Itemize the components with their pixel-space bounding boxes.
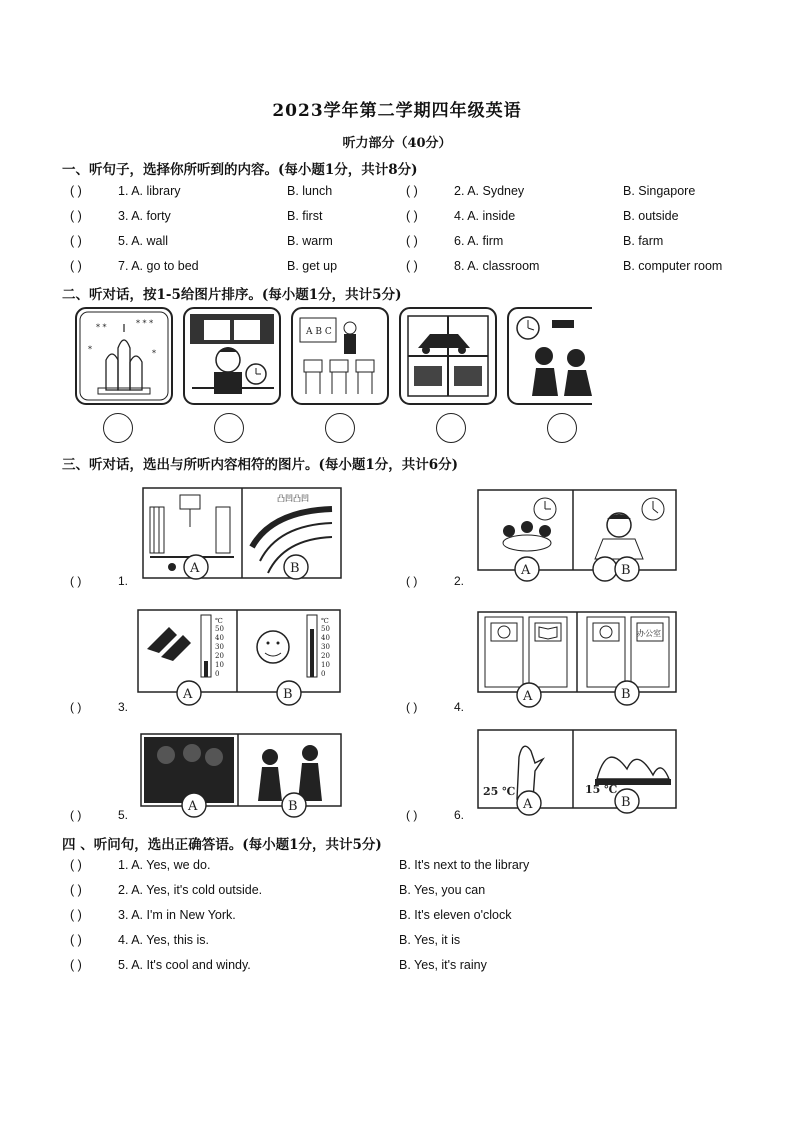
svg-text:凸凹凸凹: 凸凹凸凹 — [277, 494, 309, 503]
order-circle-3[interactable] — [325, 413, 355, 443]
s4-item-1 — [70, 858, 210, 872]
option-a: 3. A. I'm in New York. — [118, 908, 236, 922]
answer-paren[interactable]: ( ) — [70, 259, 82, 273]
answer-paren[interactable]: ( ) — [70, 933, 82, 947]
s4-item-4 — [70, 933, 209, 947]
temp-a: 25 ℃ — [483, 785, 516, 798]
page-title: 2023学年第二学期四年级英语 — [272, 101, 522, 121]
s3-item-5: ( ) 5. — [70, 808, 129, 822]
svg-text:0: 0 — [215, 670, 220, 678]
order-circle-1[interactable] — [103, 413, 133, 443]
car-in-garage-picture — [400, 308, 496, 404]
answer-paren[interactable]: ( ) — [70, 808, 82, 822]
section1-heading: 一、听句子，选择你所听到的内容。(每小题1分，共计8分) — [62, 162, 418, 178]
boy-waking-clock-picture — [184, 308, 280, 404]
s1-item-4 — [406, 209, 515, 223]
svg-text:40: 40 — [215, 634, 224, 642]
answer-paren[interactable]: ( ) — [406, 184, 418, 198]
svg-text:* *: * * — [96, 323, 107, 332]
s3-pic-5 — [140, 733, 344, 819]
s4-item-1-b: B. It's next to the library — [399, 858, 530, 872]
svg-text:20: 20 — [321, 652, 330, 660]
temp-b: 15 ℃ — [585, 783, 618, 796]
s4-item-5-b: B. Yes, it's rainy — [399, 958, 487, 972]
svg-text:30: 30 — [215, 643, 224, 651]
option-a: 6. A. firm — [454, 234, 504, 248]
svg-text:10: 10 — [321, 661, 330, 669]
answer-paren[interactable]: ( ) — [406, 808, 418, 822]
option-a: 2. A. Yes, it's cold outside. — [118, 883, 263, 897]
label-a: A — [521, 563, 531, 578]
s3-item-2: ( ) 2. — [406, 574, 465, 588]
s4-item-4-b: B. Yes, it is — [399, 933, 461, 947]
svg-text:40: 40 — [321, 634, 330, 642]
option-a: 3. A. forty — [118, 209, 171, 223]
order-circle-4[interactable] — [436, 413, 466, 443]
answer-paren[interactable]: ( ) — [70, 184, 82, 198]
label-a: A — [523, 797, 533, 812]
order-circle-5[interactable] — [547, 413, 577, 443]
svg-text:20: 20 — [215, 652, 224, 660]
section4-heading: 四 、听问句，选出正确答语。(每小题1分，共计5分) — [62, 837, 382, 853]
section2-pictures — [72, 306, 592, 410]
s1-item-7-b: B. get up — [287, 259, 338, 273]
option-a: 2. A. Sydney — [454, 184, 525, 198]
s3-item-3: ( ) 3. — [70, 700, 129, 714]
label-b: B — [621, 687, 631, 702]
label-b: B — [621, 563, 631, 578]
svg-text:*: * — [152, 349, 156, 358]
answer-paren[interactable]: ( ) — [406, 209, 418, 223]
classroom-abc-picture — [292, 308, 388, 404]
s1-item-4-b: B. outside — [623, 209, 679, 223]
s4-item-5 — [70, 958, 251, 972]
s1-item-2-b: B. Singapore — [623, 184, 696, 198]
label-a: A — [183, 687, 193, 702]
s3-item-6: ( ) 6. — [406, 808, 465, 822]
svg-text:A B C: A B C — [306, 327, 332, 337]
option-a: 5. A. It's cool and windy. — [118, 958, 251, 972]
s1-item-8 — [406, 259, 539, 273]
answer-paren[interactable]: ( ) — [70, 574, 82, 588]
s1-item-3-b: B. first — [287, 209, 323, 223]
answer-paren[interactable]: ( ) — [70, 234, 82, 248]
s3-pic-2 — [477, 489, 679, 583]
s4-item-2-b: B. Yes, you can — [399, 883, 486, 897]
s1-item-3 — [70, 209, 171, 223]
label-b: B — [621, 795, 631, 810]
s1-item-5-b: B. warm — [287, 234, 333, 248]
s1-item-8-b: B. computer room — [623, 259, 723, 273]
page-subtitle: 听力部分（40分） — [342, 136, 452, 151]
option-a: 7. A. go to bed — [118, 259, 199, 273]
svg-text:30: 30 — [321, 643, 330, 651]
option-a: 4. A. Yes, this is. — [118, 933, 210, 947]
option-a: 4. A. inside — [454, 209, 516, 223]
s3-pic-1 — [142, 487, 344, 583]
s4-item-2 — [70, 883, 262, 897]
label-a: A — [188, 799, 198, 814]
answer-paren[interactable]: ( ) — [406, 700, 418, 714]
answer-paren[interactable]: ( ) — [70, 883, 82, 897]
s3-pic-6 — [477, 729, 679, 819]
svg-text:50: 50 — [321, 625, 330, 633]
svg-text:10: 10 — [215, 661, 224, 669]
sun-icon — [257, 631, 289, 663]
s1-item-1-b: B. lunch — [287, 184, 333, 198]
label-b: B — [283, 687, 293, 702]
kremlin-night-picture — [76, 308, 172, 404]
section3-heading: 三、听对话，选出与所听内容相符的图片。(每小题1分，共计6分) — [62, 457, 459, 473]
s1-item-1 — [70, 184, 181, 198]
s3-item-1: ( ) 1. — [70, 574, 129, 588]
s1-item-6 — [406, 234, 503, 248]
answer-paren[interactable]: ( ) — [406, 574, 418, 588]
option-a: 8. A. classroom — [454, 259, 540, 273]
label-a: A — [190, 561, 200, 576]
s1-item-6-b: B. farm — [623, 234, 664, 248]
s4-item-3-b: B. It's eleven o'clock — [399, 908, 512, 922]
label-b: B — [290, 561, 300, 576]
option-a: 1. A. Yes, we do. — [118, 858, 211, 872]
office-sign: 办公室 — [637, 629, 661, 638]
s1-item-7 — [70, 259, 199, 273]
clock-people-picture — [508, 308, 592, 404]
svg-text:℃: ℃ — [215, 617, 223, 625]
s4-item-3 — [70, 908, 236, 922]
s1-item-2 — [406, 184, 524, 198]
option-a: 5. A. wall — [118, 234, 169, 248]
svg-text:*: * — [88, 345, 92, 354]
option-a: 1. A. library — [118, 184, 181, 198]
svg-text:℃: ℃ — [321, 617, 329, 625]
answer-paren[interactable]: ( ) — [70, 700, 82, 714]
answer-paren[interactable]: ( ) — [70, 858, 82, 872]
s3-pic-3 — [137, 609, 343, 709]
label-a: A — [523, 689, 533, 704]
s1-item-5 — [70, 234, 168, 248]
svg-text:50: 50 — [215, 625, 224, 633]
answer-paren[interactable]: ( ) — [70, 958, 82, 972]
answer-paren[interactable]: ( ) — [406, 234, 418, 248]
label-b: B — [288, 799, 298, 814]
answer-paren[interactable]: ( ) — [406, 259, 418, 273]
answer-paren[interactable]: ( ) — [70, 908, 82, 922]
s3-pic-4 — [477, 611, 679, 709]
answer-paren[interactable]: ( ) — [70, 209, 82, 223]
svg-text:* * *: * * * — [136, 319, 154, 328]
svg-text:0: 0 — [321, 670, 326, 678]
s3-item-4: ( ) 4. — [406, 700, 465, 714]
section2-heading: 二、听对话，按1-5给图片排序。(每小题1分，共计5分) — [62, 287, 402, 303]
order-circle-2[interactable] — [214, 413, 244, 443]
